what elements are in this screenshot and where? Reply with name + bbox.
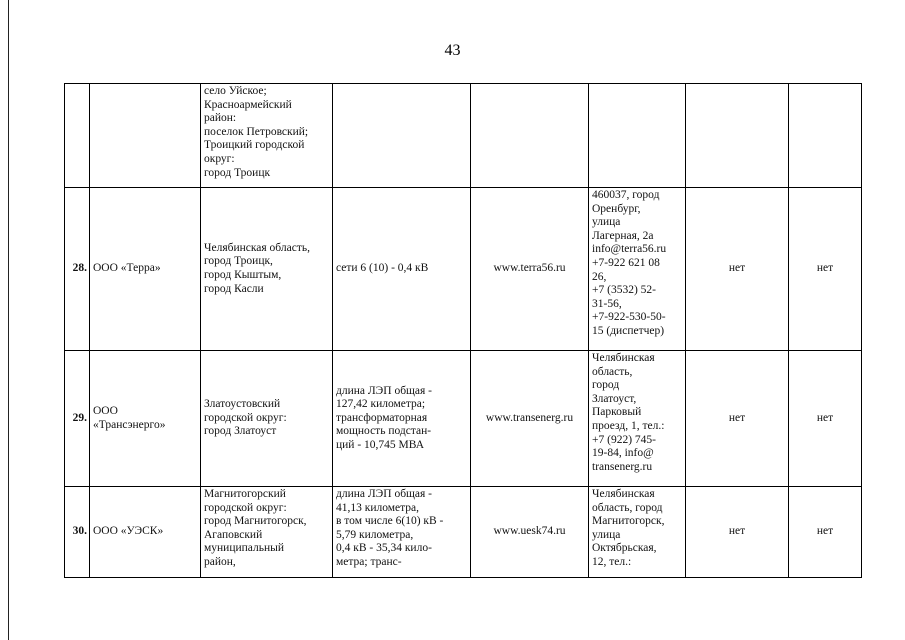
page-edge-line — [8, 0, 9, 640]
organization-name: ООО «Трансэнерго» — [90, 351, 201, 487]
organization-name: ООО «УЭСК» — [90, 487, 201, 578]
contact-info: 460037, город Оренбург, улица Лагерная, 2а info@terra56.ru +7-922 621 08 26, +7 (3532) 52- 31-56, +7-922-530-50- 15 (диспетчер) — [589, 188, 686, 351]
website: www.transenerg.ru — [471, 351, 589, 487]
network-characteristics: длина ЛЭП общая - 41,13 километра, в том числе 6(10) кВ - 5,79 километра, 0,4 кВ - 35,34 кило- метра; транс- — [333, 487, 471, 578]
service-territory: Златоустовский городской округ: город Златоуст — [201, 351, 333, 487]
column-7-value: нет — [686, 487, 789, 578]
column-8-value — [789, 84, 862, 188]
row-number — [65, 84, 90, 188]
website: www.terra56.ru — [471, 188, 589, 351]
page-number: 43 — [444, 42, 461, 59]
network-characteristics: длина ЛЭП общая - 127,42 километра; трансформаторная мощность подстан- ций - 10,745 МВА — [333, 351, 471, 487]
service-territory: село Уйское; Красноармейский район: поселок Петровский; Троицкий городской округ: город Троицк — [201, 84, 333, 188]
column-7-value: нет — [686, 188, 789, 351]
table-row — [65, 351, 862, 487]
service-territory: Челябинская область, город Троицк, город Кыштым, город Касли — [201, 188, 333, 351]
table-row — [65, 188, 862, 351]
table-row — [65, 487, 862, 578]
organization-name: ООО «Терра» — [90, 188, 201, 351]
contact-info: Челябинская область, город Златоуст, Парковый проезд, 1, тел.: +7 (922) 745- 19-84, info@ transenerg.ru — [589, 351, 686, 487]
website: www.uesk74.ru — [471, 487, 589, 578]
network-characteristics — [333, 84, 471, 188]
organization-name — [90, 84, 201, 188]
website — [471, 84, 589, 188]
column-8-value: нет — [789, 487, 862, 578]
service-territory: Магнитогорский городской округ: город Магнитогорск, Агаповский муниципальный район, — [201, 487, 333, 578]
contact-info: Челябинская область, город Магнитогорск, улица Октябрьская, 12, тел.: — [589, 487, 686, 578]
row-number: 30. — [65, 487, 90, 578]
contact-info — [589, 84, 686, 188]
table-row — [65, 84, 862, 188]
column-7-value — [686, 84, 789, 188]
column-7-value: нет — [686, 351, 789, 487]
row-number: 28. — [65, 188, 90, 351]
column-8-value: нет — [789, 188, 862, 351]
row-number: 29. — [65, 351, 90, 487]
network-characteristics: сети 6 (10) - 0,4 кВ — [333, 188, 471, 351]
organizations-table — [64, 83, 862, 578]
column-8-value: нет — [789, 351, 862, 487]
